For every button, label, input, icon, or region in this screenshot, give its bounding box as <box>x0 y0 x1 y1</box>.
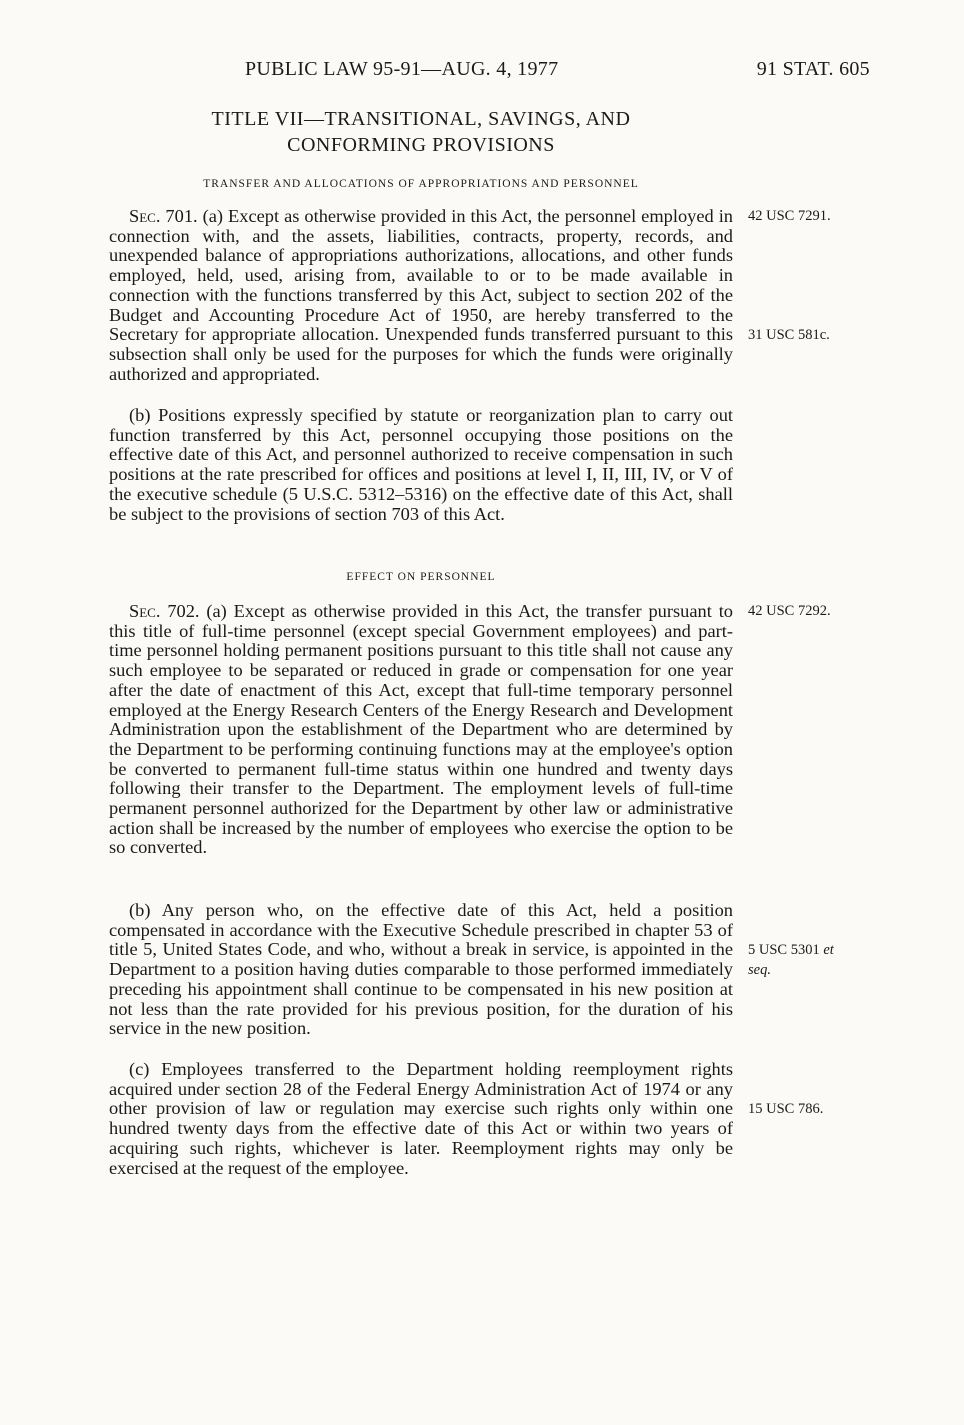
sec-701-a <box>109 207 733 384</box>
sec-702-c-text: (c) Employees transferred to the Department holding reemployment rights acquired under section 28 of the Federal Energy Administration Act of 1974 or any other provision of law or regulation may exercise such rights only within one hundred twenty days from the effective date of this Act or within two years of acquiring such rights, whichever is later. Reemployment rights may only be exercised at the request of the employee. <box>109 1059 733 1178</box>
margin-note-42-usc-7292: 42 USC 7292. <box>748 603 831 619</box>
transfer-section-heading: TRANSFER AND ALLOCATIONS OF APPROPRIATIONS AND PERSONNEL <box>203 178 639 190</box>
margin-note-seq-text: seq. <box>748 962 771 978</box>
public-law-citation: PUBLIC LAW 95-91—AUG. 4, 1977 <box>245 58 559 80</box>
margin-note-et: et <box>823 942 834 958</box>
sec-701-a-text: (a) Except as otherwise provided in this Act, the personnel employed in connection with, and the assets, liabilities, contracts, property, records, and unexpended balance of appropriations authorizations, allocations, and other funds employed, held, used, arising from, available to or to be made available in connection with the functions transferred by this Act, subject to section 202 of the Budget and Accounting Procedure Act of 1950, are hereby transferred to the Secretary for appropriate allocation. Unexpended funds transferred pursuant to this subsection shall only be used for the purposes for which the funds were originally authorized and appropriated. <box>109 206 733 384</box>
margin-note-5-usc-5301-main: 5 USC 5301 <box>748 942 820 958</box>
running-header <box>110 58 870 86</box>
title-line-2: CONFORMING PROVISIONS <box>287 134 555 156</box>
title-line-1: TITLE VII—TRANSITIONAL, SAVINGS, AND <box>211 108 631 130</box>
statute-page-number: 91 STAT. 605 <box>756 58 870 80</box>
sec-702-c <box>109 1060 733 1178</box>
sec-701-label: Sec. 701. <box>129 206 198 226</box>
margin-note-15-usc-786: 15 USC 786. <box>748 1101 824 1117</box>
margin-note-seq <box>748 961 771 981</box>
sec-702-b <box>109 901 733 1039</box>
effect-section-heading: EFFECT ON PERSONNEL <box>346 571 496 583</box>
sec-701-b-text: (b) Positions expressly specified by statute or reorganization plan to carry out function transferred by this Act, personnel occupying those positions on the effective date of this Act, and personnel authorized to receive compensation in such positions at the rate prescribed for offices and positions at level I, II, III, IV, or V of the executive schedule (5 U.S.C. 5312–5316) on the effective date of this Act, shall be subject to the provisions of section 703 of this Act. <box>109 405 733 524</box>
margin-note-31-usc-581c: 31 USC 581c. <box>748 327 830 343</box>
title-heading <box>110 106 732 158</box>
margin-note-5-usc-5301 <box>748 941 834 961</box>
sec-702-a-text: (a) Except as otherwise provided in this Act, the transfer pursuant to this title of full-time personnel (except special Government employees) and part-time personnel holding permanent positions pursuant to this title shall not cause any such employee to be separated or reduced in grade or compensation for one year after the date of enactment of this Act, except that full-time temporary personnel employed at the Energy Research Centers of the Energy Research and Development Administration upon the establishment of the Department who are determined by the Department to be performing continuing functions may at the employee's option be converted to permanent full-time status within one hundred and twenty days following their transfer to the Department. The employment levels of full-time permanent personnel authorized for the Department by other law or administrative action shall be increased by the number of employees who exercise the option to be so converted. <box>109 601 733 858</box>
margin-note-42-usc-7291: 42 USC 7291. <box>748 208 831 224</box>
sec-702-label: Sec. 702. <box>129 601 200 621</box>
sec-702-a <box>109 602 733 858</box>
sec-701-b <box>109 406 733 524</box>
sec-702-b-text: (b) Any person who, on the effective date of this Act, held a position compensated in accordance with the Executive Schedule prescribed in chapter 53 of title 5, United States Code, and who, without a break in service, is appointed in the Department to a position having duties comparable to those performed immediately preceding his appointment shall continue to be compensated in his new position at not less than the rate provided for his previous position, for the duration of his service in the new position. <box>109 900 733 1039</box>
